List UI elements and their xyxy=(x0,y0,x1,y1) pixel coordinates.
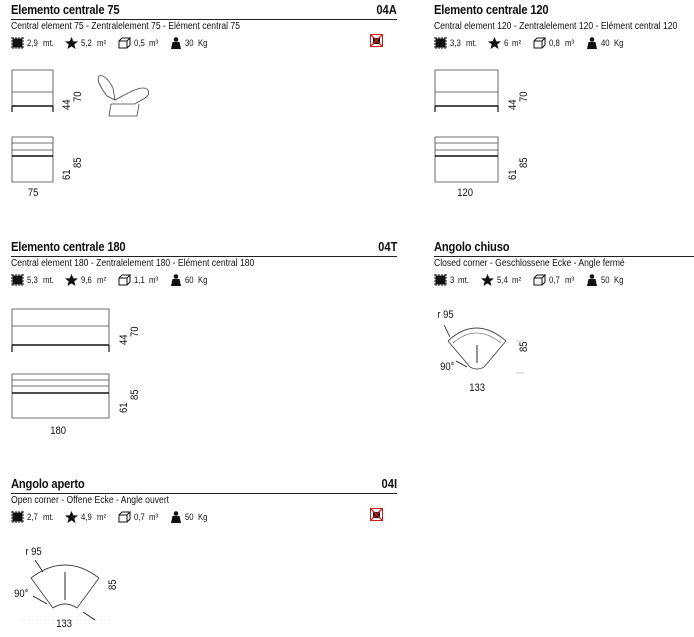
width-dimension: 75 xyxy=(27,187,39,199)
product-title: Angolo chiuso xyxy=(434,239,510,254)
spec-fabric xyxy=(11,511,55,523)
fabric-meters-icon xyxy=(11,274,24,286)
spec-weight-unit: Kg xyxy=(613,38,624,48)
front-height-total: 70 xyxy=(72,91,84,102)
weight-icon xyxy=(170,511,182,523)
spec-volume xyxy=(118,37,160,49)
volume-icon xyxy=(533,37,546,49)
surface-area-icon xyxy=(65,37,78,49)
spec-fabric-value: 3 xyxy=(450,275,455,285)
front-height-inner: 44 xyxy=(118,334,130,345)
spec-weight-value: 40 xyxy=(600,38,610,48)
product-title: Angolo aperto xyxy=(11,476,85,491)
spec-fabric-value: 2,9 xyxy=(27,38,38,48)
top-view-drawing xyxy=(434,137,504,187)
spec-fabric xyxy=(11,274,55,286)
side-view-drawing xyxy=(95,74,155,124)
width-dimension: 120 xyxy=(457,187,474,199)
title-rule xyxy=(11,493,397,494)
spec-volume-unit: m³ xyxy=(564,38,574,48)
top-depth-inner: 61 xyxy=(118,402,130,413)
volume-icon xyxy=(118,37,131,49)
spec-fabric-value: 3,3 xyxy=(450,38,461,48)
product-title: Elemento centrale 75 xyxy=(11,2,120,17)
spec-area-value: 5,2 xyxy=(81,38,93,48)
spec-area-value: 4,9 xyxy=(81,512,93,522)
spec-weight xyxy=(586,274,625,286)
width-dimension: 133 xyxy=(469,382,486,394)
corner-plan-drawing xyxy=(434,319,534,389)
spec-volume xyxy=(533,37,575,49)
no-removable-cover-icon xyxy=(370,34,383,47)
top-depth-inner: 61 xyxy=(507,169,519,180)
front-height-total: 70 xyxy=(129,326,141,337)
weight-icon xyxy=(586,274,598,286)
top-depth-total: 85 xyxy=(72,157,84,168)
product-subtitle: Open corner - Offene Ecke - Angle ouvert xyxy=(11,495,170,506)
spec-area-unit: m² xyxy=(96,512,107,522)
spec-area xyxy=(481,274,523,286)
front-height-inner: 44 xyxy=(61,99,73,110)
spec-fabric-unit: mt. xyxy=(42,512,54,522)
front-view-drawing xyxy=(11,309,116,359)
fabric-meters-icon xyxy=(434,274,447,286)
spec-weight xyxy=(586,37,625,49)
spec-row xyxy=(11,273,215,287)
fabric-meters-icon xyxy=(11,511,24,523)
spec-row xyxy=(434,273,631,287)
spec-row xyxy=(11,510,215,524)
product-subtitle: Central element 120 - Zentralelement 120 - Elément central 120 xyxy=(434,21,678,32)
spec-volume xyxy=(118,511,160,523)
spec-area xyxy=(65,274,107,286)
spec-volume-value: 1,1 xyxy=(133,275,145,285)
radius-dimension: r 95 xyxy=(25,546,42,558)
angle-dimension: 90° xyxy=(14,588,29,600)
product-subtitle: Closed corner - Geschlossene Ecke - Angle fermé xyxy=(434,258,625,269)
top-depth-total: 85 xyxy=(129,389,141,400)
product-block-central-75 xyxy=(11,2,397,202)
spec-weight-value: 50 xyxy=(185,512,195,522)
spec-fabric xyxy=(11,37,55,49)
product-subtitle: Central element 180 - Zentralelement 180 - Elément central 180 xyxy=(11,258,255,269)
front-height-inner: 44 xyxy=(507,99,519,110)
angle-dimension: 90° xyxy=(440,361,455,373)
spec-area-value: 5,4 xyxy=(496,275,508,285)
spec-weight-unit: Kg xyxy=(613,275,624,285)
spec-weight-value: 50 xyxy=(600,275,610,285)
weight-icon xyxy=(586,37,598,49)
spec-area-value: 9,6 xyxy=(81,275,93,285)
product-block-central-180 xyxy=(11,239,397,444)
spec-area xyxy=(65,37,107,49)
spec-volume-value: 0,5 xyxy=(133,38,145,48)
spec-volume-value: 0,7 xyxy=(133,512,145,522)
surface-area-icon xyxy=(65,274,78,286)
fabric-meters-icon xyxy=(11,37,24,49)
product-block-central-120 xyxy=(434,2,694,202)
volume-icon xyxy=(118,511,131,523)
spec-area-unit: m² xyxy=(512,275,522,285)
spec-weight-unit: Kg xyxy=(198,512,208,522)
product-code: 04T xyxy=(377,239,397,254)
depth-dimension: 85 xyxy=(518,341,530,352)
spec-fabric xyxy=(434,274,471,286)
title-rule xyxy=(11,19,397,20)
product-title: Elemento centrale 180 xyxy=(11,239,126,254)
spec-volume-unit: m³ xyxy=(149,512,159,522)
spec-weight-unit: Kg xyxy=(198,275,208,285)
no-removable-cover-icon xyxy=(370,508,383,521)
spec-fabric-unit: mt. xyxy=(42,38,54,48)
top-view-drawing xyxy=(11,374,116,424)
spec-fabric xyxy=(434,37,478,49)
spec-area-unit: m² xyxy=(512,38,522,48)
spec-volume-value: 0,8 xyxy=(549,38,561,48)
spec-volume-unit: m³ xyxy=(564,275,574,285)
depth-dimension: 85 xyxy=(107,579,119,590)
product-subtitle: Central element 75 - Zentralelement 75 - Elément central 75 xyxy=(11,21,240,32)
volume-icon xyxy=(533,274,546,286)
spec-weight-value: 60 xyxy=(185,275,195,285)
spec-area xyxy=(488,37,523,49)
spec-row xyxy=(11,36,215,50)
radius-dimension: r 95 xyxy=(437,309,454,321)
front-height-total: 70 xyxy=(518,91,530,102)
volume-icon xyxy=(118,274,131,286)
fabric-meters-icon xyxy=(434,37,447,49)
spec-area-unit: m² xyxy=(96,38,107,48)
spec-fabric-unit: mt. xyxy=(465,38,477,48)
spec-weight xyxy=(170,274,209,286)
front-view-drawing xyxy=(434,70,504,120)
spec-volume-value: 0,7 xyxy=(549,275,561,285)
product-title: Elemento centrale 120 xyxy=(434,2,549,17)
top-depth-total: 85 xyxy=(518,157,530,168)
spec-area xyxy=(65,511,107,523)
spec-fabric-unit: mt. xyxy=(458,275,469,285)
title-rule xyxy=(434,256,694,257)
width-dimension: 133 xyxy=(56,618,73,630)
surface-area-icon xyxy=(65,511,78,523)
spec-weight xyxy=(170,37,209,49)
surface-area-icon xyxy=(488,37,501,49)
spec-weight-unit: Kg xyxy=(198,38,208,48)
spec-weight xyxy=(170,511,209,523)
product-code: 04I xyxy=(381,476,397,491)
spec-area-value: 6 xyxy=(504,38,509,48)
spec-volume-unit: m³ xyxy=(149,38,159,48)
title-rule xyxy=(11,256,397,257)
top-depth-inner: 61 xyxy=(61,169,73,180)
product-block-open-corner xyxy=(11,476,397,634)
spec-volume xyxy=(533,274,575,286)
spec-fabric-value: 2,7 xyxy=(27,512,38,522)
spec-fabric-value: 5,3 xyxy=(27,275,38,285)
weight-icon xyxy=(170,37,182,49)
spec-area-unit: m² xyxy=(96,275,107,285)
surface-area-icon xyxy=(481,274,494,286)
spec-volume xyxy=(118,274,160,286)
weight-icon xyxy=(170,274,182,286)
width-dimension: 180 xyxy=(50,425,67,437)
product-block-closed-corner xyxy=(434,239,694,399)
spec-weight-value: 30 xyxy=(185,38,195,48)
spec-fabric-unit: mt. xyxy=(42,275,54,285)
spec-volume-unit: m³ xyxy=(149,275,159,285)
spec-row xyxy=(434,36,631,50)
product-code: 04A xyxy=(376,2,397,17)
front-view-drawing xyxy=(11,70,71,120)
